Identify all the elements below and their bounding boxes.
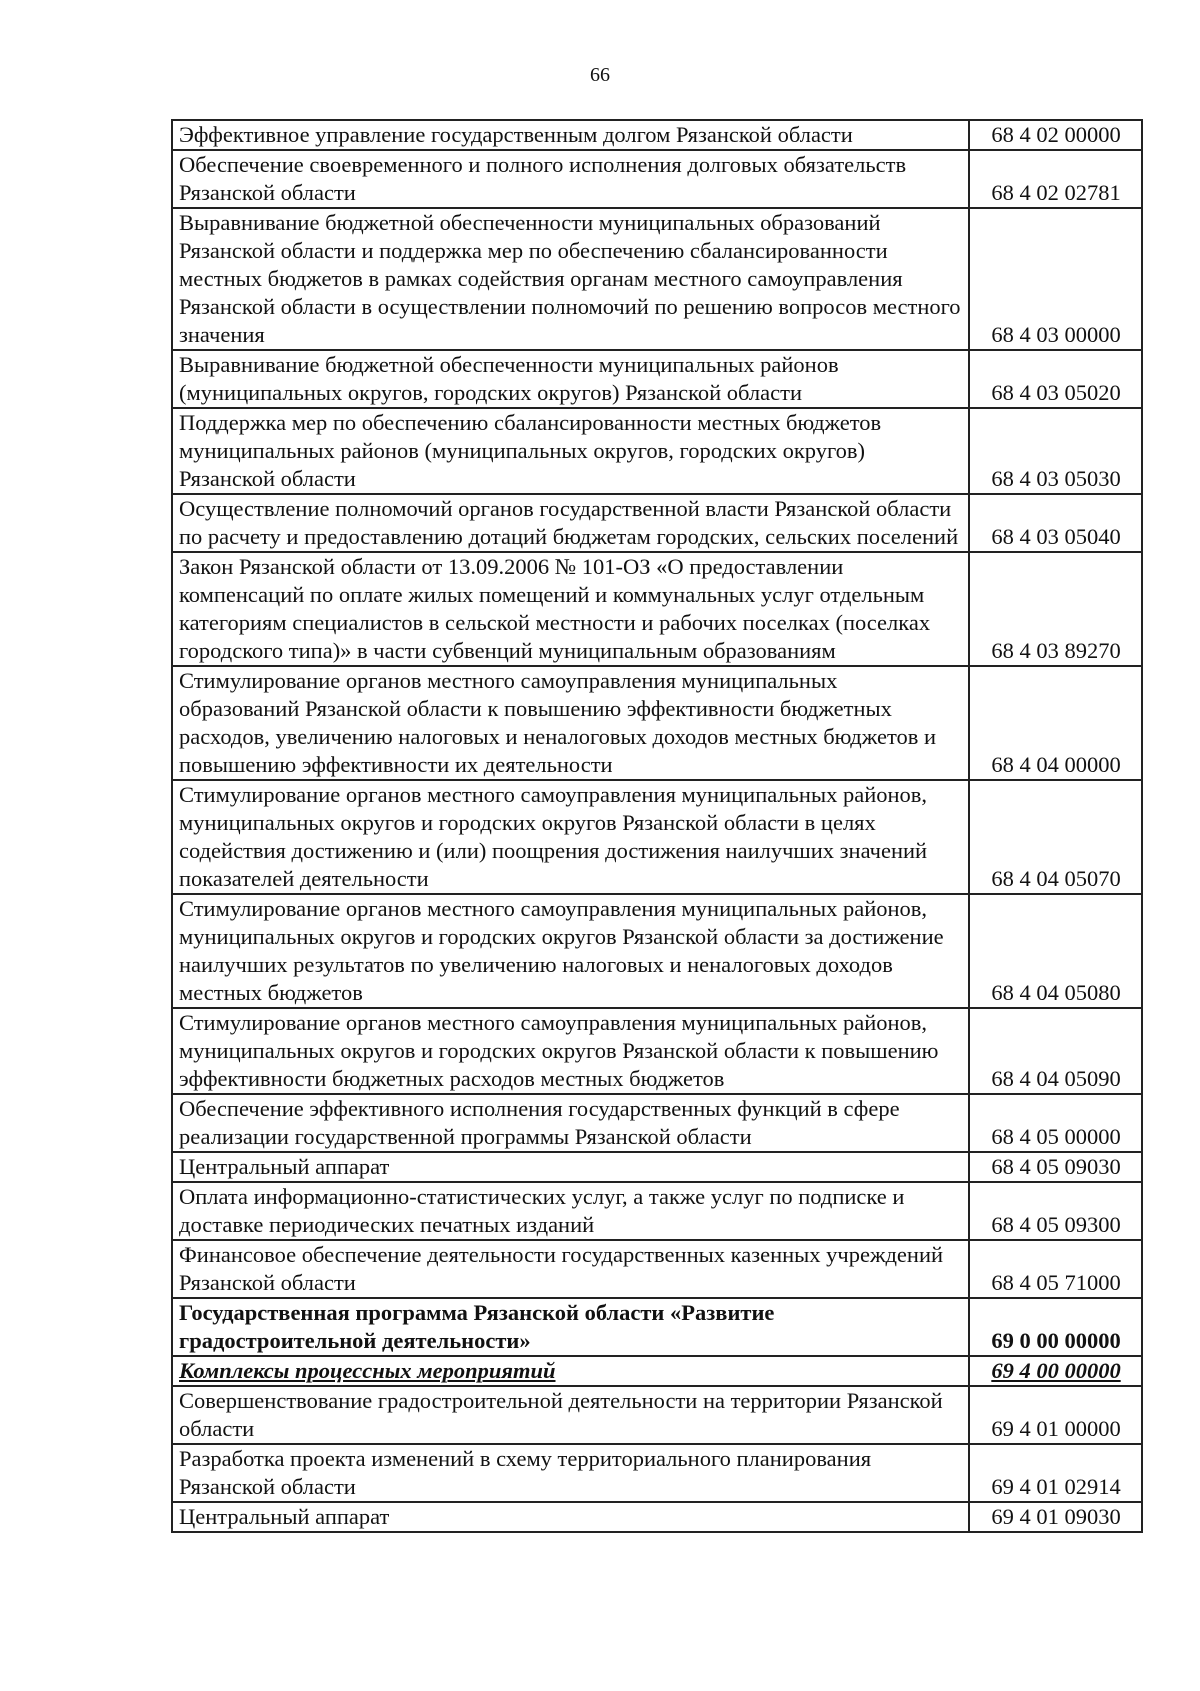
row-code-cell: 68 4 03 05040 xyxy=(969,494,1142,552)
row-name-cell: Совершенствование градостроительной деятельности на территории Рязанской области xyxy=(172,1386,969,1444)
row-code-cell: 69 4 01 09030 xyxy=(969,1502,1142,1532)
row-code-cell: 69 4 01 00000 xyxy=(969,1386,1142,1444)
row-name-cell: Обеспечение эффективного исполнения государственных функций в сфере реализации государственной программы Рязанской области xyxy=(172,1094,969,1152)
row-code-cell: 68 4 04 05080 xyxy=(969,894,1142,1008)
row-code-cell: 68 4 03 89270 xyxy=(969,552,1142,666)
table-row xyxy=(172,1502,1142,1532)
table-body xyxy=(172,120,1142,1532)
table-row xyxy=(172,1356,1142,1386)
row-code-cell: 68 4 02 00000 xyxy=(969,120,1142,150)
table-row xyxy=(172,666,1142,780)
page-number: 66 xyxy=(590,64,610,86)
row-name-cell: Стимулирование органов местного самоуправления муниципальных районов, муниципальных округов и городских округов Рязанской области за достижение наилучших результатов по увеличению налоговых и неналоговых доходов местных бюджетов xyxy=(172,894,969,1008)
row-code-cell: 69 4 01 02914 xyxy=(969,1444,1142,1502)
row-code-cell: 69 4 00 00000 xyxy=(969,1356,1142,1386)
row-name-cell: Центральный аппарат xyxy=(172,1152,969,1182)
row-name-cell: Обеспечение своевременного и полного исполнения долговых обязательств Рязанской области xyxy=(172,150,969,208)
table-row xyxy=(172,1182,1142,1240)
table-row xyxy=(172,208,1142,350)
table-row xyxy=(172,120,1142,150)
row-name-cell: Комплексы процессных мероприятий xyxy=(172,1356,969,1386)
table-row xyxy=(172,350,1142,408)
table-row xyxy=(172,1094,1142,1152)
table-row xyxy=(172,1240,1142,1298)
table-row xyxy=(172,1444,1142,1502)
row-name-cell: Центральный аппарат xyxy=(172,1502,969,1532)
row-name-cell: Государственная программа Рязанской области «Развитие градостроительной деятельности» xyxy=(172,1298,969,1356)
row-name-cell: Эффективное управление государственным долгом Рязанской области xyxy=(172,120,969,150)
row-name-cell: Выравнивание бюджетной обеспеченности муниципальных районов (муниципальных округов, городских округов) Рязанской области xyxy=(172,350,969,408)
table-row xyxy=(172,1152,1142,1182)
row-name-cell: Осуществление полномочий органов государственной власти Рязанской области по расчету и предоставлению дотаций бюджетам городских, сельских поселений xyxy=(172,494,969,552)
row-code-cell: 68 4 05 09030 xyxy=(969,1152,1142,1182)
row-name-cell: Стимулирование органов местного самоуправления муниципальных образований Рязанской области к повышению эффективности бюджетных расходов, увеличению налоговых и неналоговых доходов местных бюджетов и повышению эффективности их деятельности xyxy=(172,666,969,780)
row-name-cell: Закон Рязанской области от 13.09.2006 № 101-ОЗ «О предоставлении компенсаций по оплате жилых помещений и коммунальных услуг отдельным категориям специалистов в сельской местности и рабочих поселках (поселках городского типа)» в части субвенций муниципальным образованиям xyxy=(172,552,969,666)
table-row xyxy=(172,1008,1142,1094)
row-name-cell: Выравнивание бюджетной обеспеченности муниципальных образований Рязанской области и поддержка мер по обеспечению сбалансированности местных бюджетов в рамках содействия органам местного самоуправления Рязанской области в осуществлении полномочий по решению вопросов местного значения xyxy=(172,208,969,350)
row-code-cell: 68 4 03 00000 xyxy=(969,208,1142,350)
table-row xyxy=(172,894,1142,1008)
row-code-cell: 68 4 04 05070 xyxy=(969,780,1142,894)
table-row xyxy=(172,1298,1142,1356)
row-code-cell: 69 0 00 00000 xyxy=(969,1298,1142,1356)
row-name-cell: Стимулирование органов местного самоуправления муниципальных районов, муниципальных округов и городских округов Рязанской области к повышению эффективности бюджетных расходов местных бюджетов xyxy=(172,1008,969,1094)
row-code-cell: 68 4 05 71000 xyxy=(969,1240,1142,1298)
table-row xyxy=(172,150,1142,208)
table-row xyxy=(172,408,1142,494)
row-name-cell: Поддержка мер по обеспечению сбалансированности местных бюджетов муниципальных районов (муниципальных округов, городских округов) Рязанской области xyxy=(172,408,969,494)
table-row xyxy=(172,1386,1142,1444)
row-code-cell: 68 4 03 05020 xyxy=(969,350,1142,408)
row-code-cell: 68 4 05 09300 xyxy=(969,1182,1142,1240)
row-name-cell: Разработка проекта изменений в схему территориального планирования Рязанской области xyxy=(172,1444,969,1502)
row-name-cell: Финансовое обеспечение деятельности государственных казенных учреждений Рязанской области xyxy=(172,1240,969,1298)
budget-classification-table xyxy=(171,119,1143,1533)
row-code-cell: 68 4 04 00000 xyxy=(969,666,1142,780)
table-row xyxy=(172,552,1142,666)
table-row xyxy=(172,494,1142,552)
table-row xyxy=(172,780,1142,894)
row-code-cell: 68 4 02 02781 xyxy=(969,150,1142,208)
row-name-cell: Оплата информационно-статистических услуг, а также услуг по подписке и доставке периодических печатных изданий xyxy=(172,1182,969,1240)
row-code-cell: 68 4 04 05090 xyxy=(969,1008,1142,1094)
row-code-cell: 68 4 05 00000 xyxy=(969,1094,1142,1152)
row-code-cell: 68 4 03 05030 xyxy=(969,408,1142,494)
row-name-cell: Стимулирование органов местного самоуправления муниципальных районов, муниципальных округов и городских округов Рязанской области в целях содействия достижению и (или) поощрения достижения наилучших значений показателей деятельности xyxy=(172,780,969,894)
